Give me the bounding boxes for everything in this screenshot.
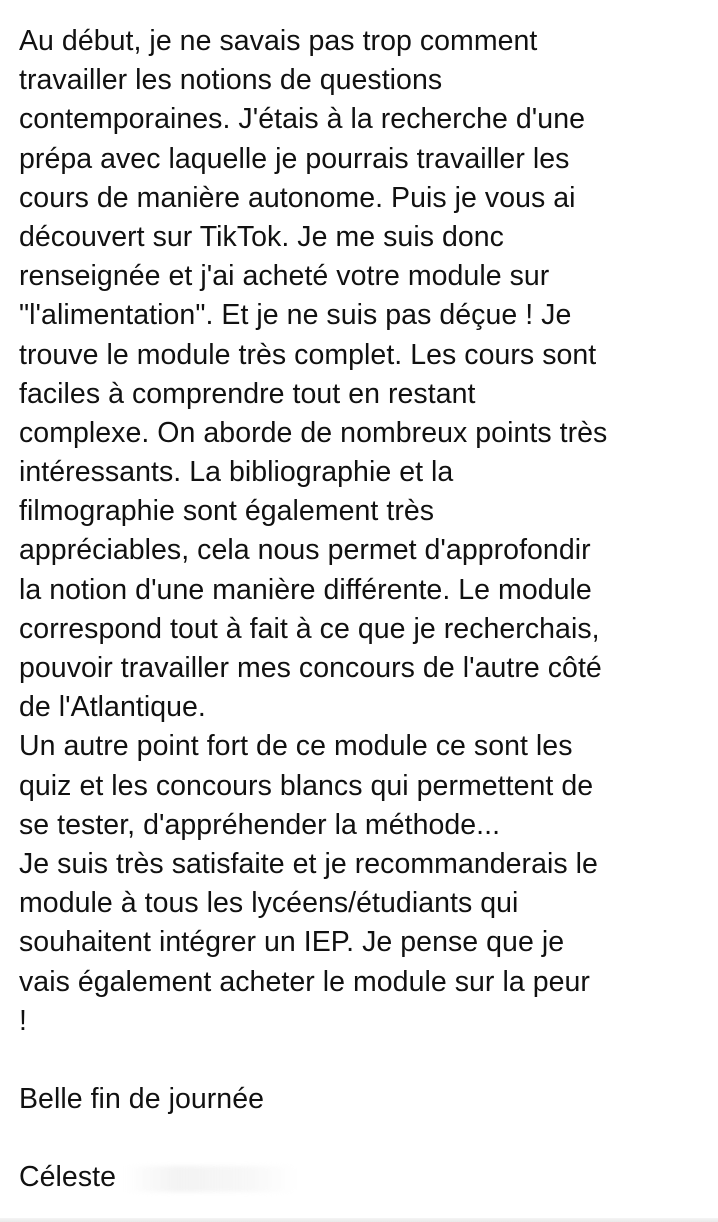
message-line: découvert sur TikTok. Je me suis donc — [19, 220, 504, 253]
message-line: module à tous les lycéens/étudiants qui — [19, 887, 519, 920]
message-line: la notion d'une manière différente. Le module — [19, 573, 592, 606]
message-line: de l'Atlantique. — [19, 691, 206, 724]
redacted-surname — [126, 1166, 296, 1192]
message-body — [19, 22, 709, 1198]
message-line: contemporaines. J'étais à la recherche d'une — [19, 103, 585, 136]
message-line: appréciables, cela nous permet d'approfondir — [19, 534, 591, 567]
message-line: travailler les notions de questions — [19, 64, 443, 97]
message-line: trouve le module très complet. Les cours sont — [19, 338, 597, 371]
paragraph-spacer — [19, 1041, 709, 1080]
paragraph-spacer — [19, 1119, 709, 1158]
message-line: "l'alimentation". Et je ne suis pas déçue ! Je — [19, 299, 572, 332]
message-line: renseignée et j'ai acheté votre module sur — [19, 260, 550, 293]
message-line: correspond tout à fait à ce que je recherchais, — [19, 612, 600, 645]
message-line: souhaitent intégrer un IEP. Je pense que je — [19, 926, 565, 959]
message-line: faciles à comprendre tout en restant — [19, 377, 476, 410]
message-line: pouvoir travailler mes concours de l'autre côté — [19, 652, 602, 684]
closing-line: Belle fin de journée — [19, 1083, 265, 1116]
message-line: ! — [19, 1004, 27, 1037]
message-line: filmographie sont également très — [19, 495, 435, 528]
message-line: intéressants. La bibliographie et la — [19, 456, 454, 489]
signature-name: Céleste — [19, 1161, 116, 1194]
message-line: complexe. On aborde de nombreux points très — [19, 416, 608, 449]
message-line: cours de manière autonome. Puis je vous ai — [19, 181, 576, 214]
bottom-divider — [0, 1218, 718, 1222]
message-line: se tester, d'appréhender la méthode... — [19, 808, 501, 841]
message-line: Un autre point fort de ce module ce sont les — [19, 730, 573, 763]
message-line: vais également acheter le module sur la peur — [19, 965, 590, 998]
signature-row — [19, 1158, 709, 1197]
message-line: Au début, je ne savais pas trop comment — [19, 25, 538, 57]
message-line: Je suis très satisfaite et je recommanderais le — [19, 847, 598, 880]
message-line: prépa avec laquelle je pourrais travailler les — [19, 142, 570, 175]
message-line: quiz et les concours blancs qui permettent de — [19, 769, 594, 802]
